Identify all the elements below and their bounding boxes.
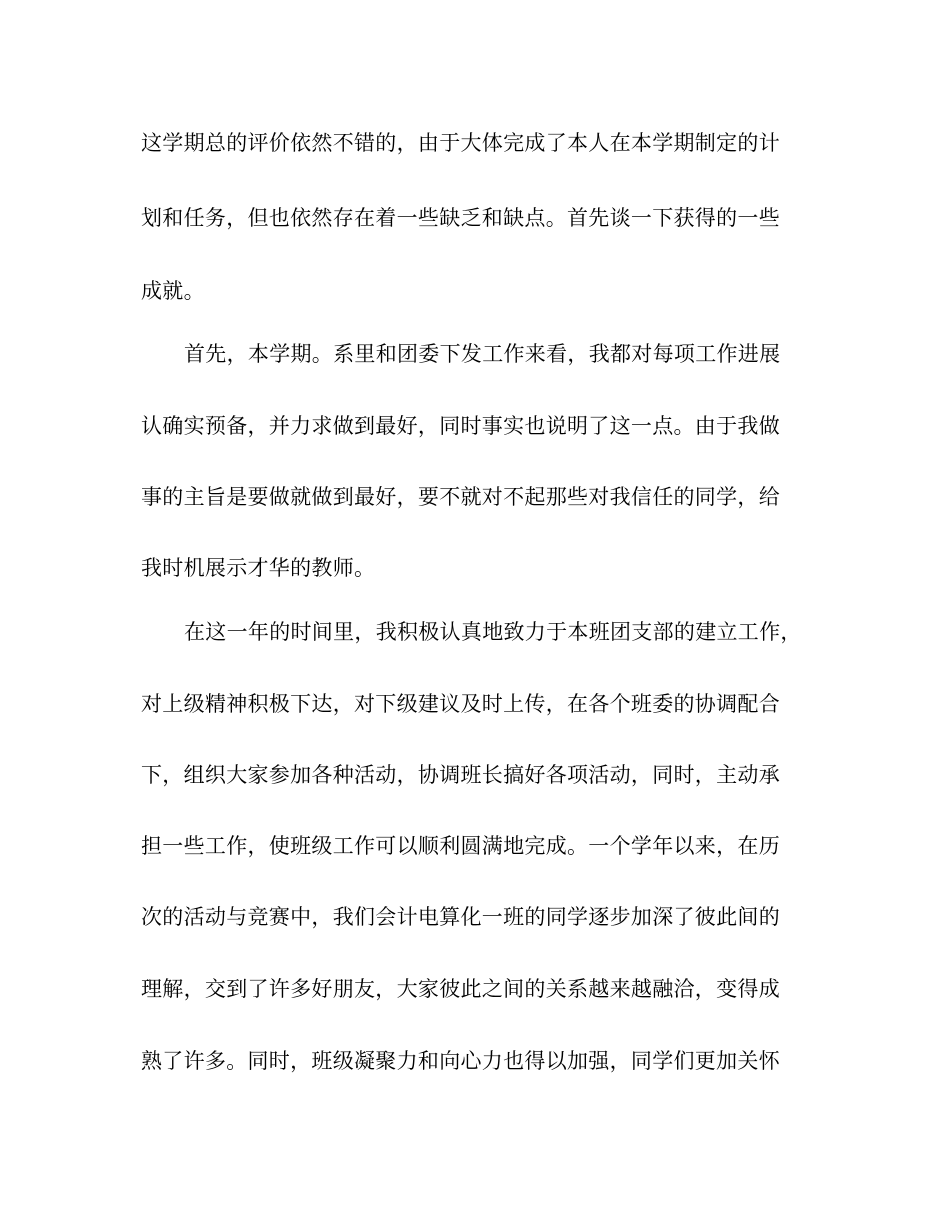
paragraph-1-line-3: 成就。 [141, 279, 205, 303]
paragraph-1-line-1: 这学期总的评价依然不错的，由于大体完成了本人在本学期制定的计 [141, 131, 780, 155]
paragraph-2-line-2: 认确实预备，并力求做到最好，同时事实也说明了这一点。由于我做 [141, 414, 780, 438]
paragraph-3-line-4: 担一些工作，使班级工作可以顺利圆满地完成。一个学年以来，在历 [141, 834, 780, 858]
paragraph-2-line-4: 我时机展示才华的教师。 [141, 556, 376, 580]
paragraph-2-line-3: 事的主旨是要做就做到最好，要不就对不起那些对我信任的同学，给 [141, 485, 780, 509]
paragraph-3-line-1: 在这一年的时间里，我积极认真地致力于本班团支部的建立工作， [184, 620, 802, 644]
paragraph-3-line-3: 下，组织大家参加各种活动，协调班长搞好各项活动，同时，主动承 [141, 763, 780, 787]
paragraph-1-line-2: 划和任务，但也依然存在着一些缺乏和缺点。首先谈一下获得的一些 [141, 206, 780, 230]
paragraph-3-line-7: 熟了许多。同时，班级凝聚力和向心力也得以加强，同学们更加关怀 [141, 1049, 780, 1073]
paragraph-3-line-2: 对上级精神积极下达，对下级建议及时上传，在各个班委的协调配合 [141, 692, 780, 716]
paragraph-2-line-1: 首先，本学期。系里和团委下发工作来看，我都对每项工作进展 [184, 342, 781, 366]
paragraph-3-line-6: 理解，交到了许多好朋友，大家彼此之间的关系越来越融洽，变得成 [141, 977, 780, 1001]
paragraph-3-line-5: 次的活动与竞赛中，我们会计电算化一班的同学逐步加深了彼此间的 [141, 905, 780, 929]
